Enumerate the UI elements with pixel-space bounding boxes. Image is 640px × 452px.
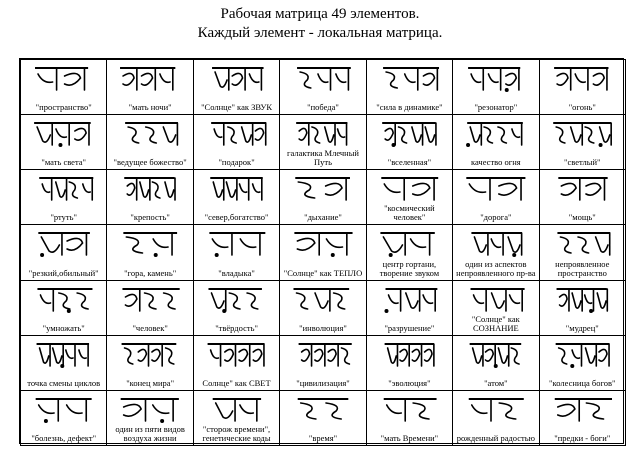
cell-caption: "мать ночи" <box>128 102 172 113</box>
matrix-cell <box>106 390 193 446</box>
matrix-cell <box>366 335 453 391</box>
cell-caption: "дыхание" <box>304 212 342 223</box>
matrix-cell <box>366 114 453 170</box>
devanagari-word-drawing <box>107 393 192 425</box>
matrix-cell <box>452 59 539 115</box>
matrix-cell <box>193 280 280 336</box>
cell-caption: "умножать" <box>42 322 85 333</box>
cell-caption: "ведущее божество" <box>113 157 187 168</box>
matrix-cell <box>106 335 193 391</box>
cell-caption: "Солнце" как ЗВУК <box>201 102 273 113</box>
cell-caption: "ртуть" <box>50 212 77 223</box>
cell-caption: галактика Млечный Путь <box>287 148 359 168</box>
cell-caption: "время" <box>308 432 338 443</box>
cell-caption: "конец мира" <box>126 377 175 388</box>
matrix-cell <box>452 169 539 225</box>
devanagari-word-drawing <box>194 338 279 370</box>
matrix-cell <box>106 169 193 225</box>
matrix-cell <box>279 390 366 446</box>
cell-caption: "владыка" <box>218 267 255 278</box>
devanagari-word-drawing <box>21 172 106 204</box>
devanagari-word-drawing <box>540 393 625 425</box>
devanagari-word-drawing <box>194 172 279 204</box>
devanagari-word-drawing <box>280 338 365 370</box>
devanagari-word-drawing <box>540 283 625 315</box>
devanagari-word-drawing <box>367 283 452 315</box>
matrix-cell <box>279 335 366 391</box>
devanagari-word-drawing <box>107 117 192 149</box>
devanagari-word-drawing <box>540 338 625 370</box>
matrix-cell <box>539 390 626 446</box>
cell-caption: "предки - боги" <box>554 432 611 443</box>
devanagari-word-drawing <box>21 338 106 370</box>
cell-caption: "резкий,обильный" <box>28 267 99 278</box>
devanagari-word-drawing <box>107 283 192 315</box>
devanagari-word-drawing <box>453 338 538 370</box>
matrix-cell <box>366 280 453 336</box>
matrix-cell <box>20 390 107 446</box>
matrix-cell <box>20 335 107 391</box>
matrix-cell <box>193 114 280 170</box>
cell-caption: "дорога" <box>480 212 512 223</box>
matrix-cell <box>20 59 107 115</box>
cell-caption: "Солнце" как ТЕПЛО <box>283 267 363 278</box>
devanagari-word-drawing <box>280 62 365 94</box>
page-subtitle: Каждый элемент - локальная матрица. <box>197 25 443 41</box>
devanagari-word-drawing <box>367 117 452 149</box>
cell-caption: "космический человек" <box>384 203 435 223</box>
matrix-cell <box>539 169 626 225</box>
devanagari-word-drawing <box>21 283 106 315</box>
devanagari-word-drawing <box>367 62 452 94</box>
cell-caption: "атом" <box>484 377 508 388</box>
devanagari-word-drawing <box>453 283 538 315</box>
devanagari-word-drawing <box>280 117 365 149</box>
matrix-cell <box>539 224 626 280</box>
matrix-cell <box>106 114 193 170</box>
matrix-cell <box>279 114 366 170</box>
matrix-cell <box>452 390 539 446</box>
devanagari-word-drawing <box>540 172 625 204</box>
cell-caption: "гора, камень" <box>124 267 177 278</box>
matrix-cell <box>20 224 107 280</box>
cell-caption: "вселенная" <box>387 157 432 168</box>
cell-caption: непроявленное пространство <box>555 258 610 278</box>
matrix-cell <box>193 224 280 280</box>
cell-caption: "инволюция" <box>299 322 347 333</box>
devanagari-word-drawing <box>367 338 452 370</box>
matrix-cell <box>279 224 366 280</box>
matrix-cell <box>20 280 107 336</box>
devanagari-word-drawing <box>540 227 625 259</box>
matrix-cell <box>539 114 626 170</box>
matrix-cell <box>539 59 626 115</box>
devanagari-word-drawing <box>453 62 538 94</box>
matrix-cell <box>452 280 539 336</box>
matrix-cell <box>106 59 193 115</box>
matrix-cell <box>366 224 453 280</box>
matrix-cell <box>193 59 280 115</box>
devanagari-word-drawing <box>540 62 625 94</box>
cell-caption: "эволюция" <box>388 377 431 388</box>
matrix-cell <box>452 224 539 280</box>
cell-caption: точка смены циклов <box>27 377 101 388</box>
cell-caption: "подарок" <box>218 157 255 168</box>
matrix-cell <box>366 59 453 115</box>
devanagari-word-drawing <box>21 117 106 149</box>
devanagari-word-drawing <box>280 172 365 204</box>
cell-caption: "человек" <box>132 322 168 333</box>
cell-caption: "крепость" <box>130 212 170 223</box>
matrix-cell <box>452 335 539 391</box>
devanagari-word-drawing <box>107 227 192 259</box>
cell-caption: "мать Времени" <box>380 432 439 443</box>
devanagari-word-drawing <box>453 393 538 425</box>
devanagari-word-drawing <box>367 172 452 204</box>
devanagari-word-drawing <box>367 393 452 425</box>
cell-caption: центр гортани, творение звуком <box>379 258 440 278</box>
devanagari-word-drawing <box>107 172 192 204</box>
cell-caption: "цивилизация" <box>296 377 350 388</box>
devanagari-word-drawing <box>194 393 279 425</box>
devanagari-word-drawing <box>453 227 538 259</box>
matrix-cell <box>20 169 107 225</box>
devanagari-word-drawing <box>194 62 279 94</box>
matrix-cell <box>539 280 626 336</box>
matrix-cell <box>20 114 107 170</box>
matrix-cell <box>193 335 280 391</box>
matrix-cell <box>452 114 539 170</box>
matrix-cell <box>366 169 453 225</box>
cell-caption: "сила в динамике" <box>376 102 443 113</box>
cell-caption: "мудрец" <box>565 322 599 333</box>
cell-caption: "мощь" <box>568 212 596 223</box>
page-title: Рабочая матрица 49 элементов. <box>220 6 420 22</box>
devanagari-word-drawing <box>194 117 279 149</box>
cell-caption: "разрушение" <box>384 322 435 333</box>
matrix-cell <box>279 59 366 115</box>
matrix-cell <box>279 169 366 225</box>
cell-caption: "резонатор" <box>474 102 518 113</box>
cell-caption: "колесница богов" <box>549 377 616 388</box>
devanagari-word-drawing <box>453 172 538 204</box>
matrix-cell <box>193 390 280 446</box>
devanagari-word-drawing <box>21 393 106 425</box>
matrix-cell <box>279 280 366 336</box>
cell-caption: "север,богатство" <box>204 212 269 223</box>
cell-caption: "Солнце" как СОЗНАНИЕ <box>471 313 520 333</box>
matrix-cell <box>539 335 626 391</box>
devanagari-word-drawing <box>280 393 365 425</box>
cell-caption: "светлый" <box>564 157 601 168</box>
cell-caption: Солнце" как СВЕТ <box>202 377 271 388</box>
cell-caption: "победа" <box>307 102 339 113</box>
devanagari-word-drawing <box>453 117 538 149</box>
matrix-cell <box>106 224 193 280</box>
cell-caption: рожденный радостью <box>456 432 535 443</box>
devanagari-word-drawing <box>194 283 279 315</box>
matrix-cell <box>366 390 453 446</box>
matrix-cell <box>193 169 280 225</box>
devanagari-word-drawing <box>280 227 365 259</box>
devanagari-word-drawing <box>21 227 106 259</box>
cell-caption: один из пяти видов воздуха жизни <box>115 423 185 443</box>
cell-caption: "болезнь, дефект" <box>31 432 97 443</box>
cell-caption: один из аспектов непроявленного пр-ва <box>456 258 536 278</box>
devanagari-word-drawing <box>107 62 192 94</box>
cell-caption: качество огня <box>470 157 521 168</box>
cell-caption: "сторож времени", генетические коды <box>202 423 271 443</box>
devanagari-word-drawing <box>194 227 279 259</box>
devanagari-word-drawing <box>540 117 625 149</box>
devanagari-word-drawing <box>21 62 106 94</box>
cell-caption: "пространство" <box>35 102 92 113</box>
cell-caption: "огонь" <box>568 102 596 113</box>
devanagari-word-drawing <box>107 338 192 370</box>
devanagari-word-drawing <box>367 227 452 259</box>
matrix-cell <box>106 280 193 336</box>
cell-caption: "мать света" <box>41 157 87 168</box>
devanagari-word-drawing <box>280 283 365 315</box>
cell-caption: "твёрдость" <box>215 322 258 333</box>
matrix-grid <box>19 58 624 444</box>
